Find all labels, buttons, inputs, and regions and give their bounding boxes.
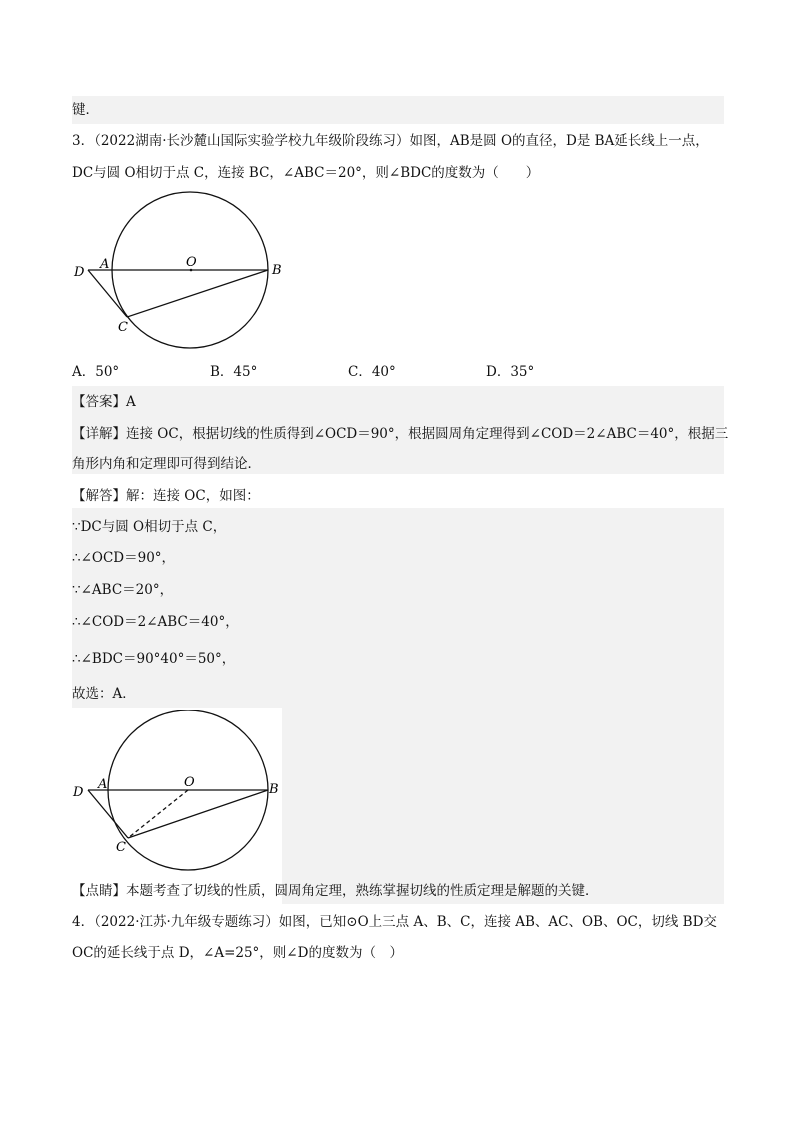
top-fragment: 键． <box>72 102 99 118</box>
detail-line1: 【详解】连接 OC，根据切线的性质得到∠OCD＝90°，根据圆周角定理得到∠COD＝2∠ABC＝40°，根据三 <box>72 426 729 442</box>
sol-label-o: O <box>184 775 195 790</box>
q3-line1: 3．（2022湖南·长沙麓山国际实验学校九年级阶段练习）如图，AB是圆 O的直径，D是 BA延长线上一点， <box>72 133 709 149</box>
q3-line-cb <box>127 270 268 317</box>
shade-band <box>72 96 724 124</box>
answer: 【答案】A <box>72 394 136 410</box>
step-1: ∵DC与圆 O相切于点 C， <box>72 519 227 535</box>
choice: 故选：A． <box>72 686 136 702</box>
sol-label-d: D <box>73 785 84 800</box>
sol-label-c: C <box>116 840 126 855</box>
step-2: ∴∠OCD＝90°， <box>72 550 176 566</box>
step-5: ∴∠BDC＝90°40°＝50°， <box>72 651 236 667</box>
q4-line2: OC的延长线于点 D，∠A=25°，则∠D的度数为（ ） <box>72 945 403 961</box>
solution-figure <box>72 710 282 875</box>
q3-option-c: C．40° <box>348 364 396 380</box>
step-4: ∴∠COD＝2∠ABC＝40°， <box>72 614 239 630</box>
q3-label-b: B <box>272 263 282 278</box>
q3-label-a: A <box>100 257 110 272</box>
q3-option-a: A．50° <box>72 364 120 380</box>
step-3: ∵∠ABC＝20°， <box>72 582 174 598</box>
shade-band <box>72 508 724 708</box>
q4-line1: 4．（2022·江苏·九年级专题练习）如图，已知⊙O上三点 A、B、C，连接 AB、AC、OB、OC，切线 BD交 <box>72 914 717 930</box>
q3-label-o: O <box>186 255 197 270</box>
sol-label-b: B <box>269 782 279 797</box>
sol-label-a: A <box>98 777 108 792</box>
q3-figure <box>70 190 290 355</box>
q3-line-dc <box>88 270 127 317</box>
q3-option-d: D．35° <box>486 364 535 380</box>
q3-label-c: C <box>118 320 128 335</box>
q3-line2: DC与圆 O相切于点 C，连接 BC，∠ABC＝20°，则∠BDC的度数为（ ） <box>72 165 540 181</box>
q3-option-b: B．45° <box>210 364 258 380</box>
shade-band <box>282 708 724 904</box>
q3-label-d: D <box>74 265 85 280</box>
jiedan: 【解答】解：连接 OC，如图： <box>72 488 260 504</box>
detail-line2: 角形内角和定理即可得到结论． <box>72 456 261 472</box>
comment: 【点睛】本题考查了切线的性质，圆周角定理，熟练掌握切线的性质定理是解题的关键． <box>72 883 599 899</box>
